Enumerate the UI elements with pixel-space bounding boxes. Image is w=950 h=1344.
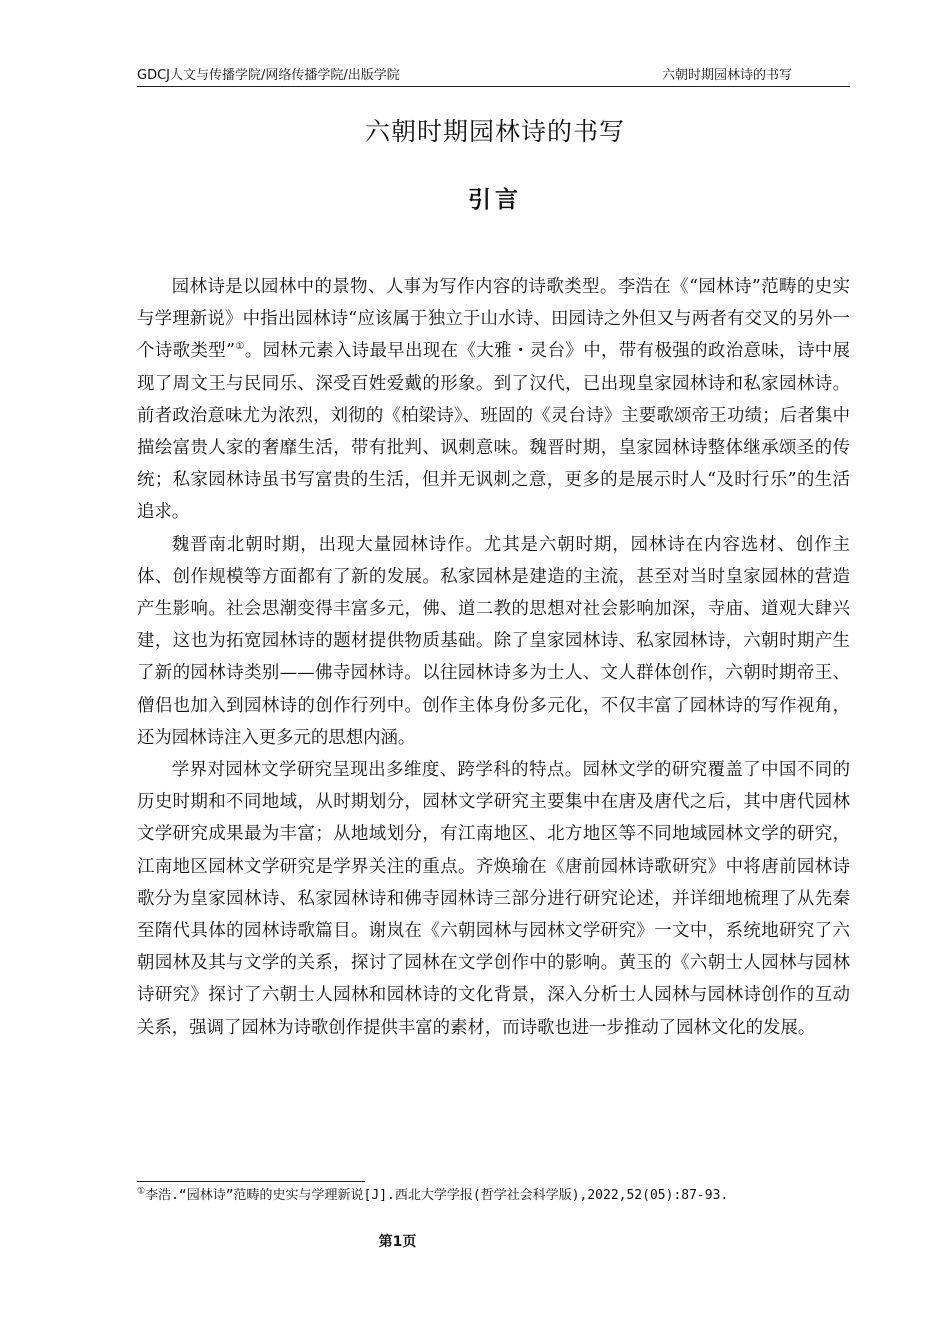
paragraph-1 (137, 271, 850, 529)
footnote-reference-1[interactable]: ① (234, 341, 245, 353)
footnote-1 (137, 1186, 850, 1206)
paragraph-1-text-b: 。园林元素入诗最早出现在《大雅・灵台》中，带有极强的政治意味，诗中展现了周文王与民同乐、深受百姓爱戴的形象。到了汉代，已出现皇家园林诗和私家园林诗。前者政治意味尤为浓烈，刘彻的《柏梁诗》、班固的《灵台诗》主要歌颂帝王功绩；后者集中描绘富贵人家的奢靡生活，带有批判、讽刺意味。魏晋时期，皇家园林诗整体继承颂圣的传统；私家园林诗虽书写富贵的生活，但并无讽刺之意，更多的是展示时人“及时行乐”的生活追求。 (137, 341, 850, 523)
page-number: 第1页 (378, 1234, 417, 1250)
paragraph-2: 魏晋南北朝时期，出现大量园林诗作。尤其是六朝时期，园林诗在内容选材、创作主体、创作规模等方面都有了新的发展。私家园林是建造的主流，甚至对当时皇家园林的营造产生影响。社会思潮变得丰富多元，佛、道二教的思想对社会影响加深，寺庙、道观大肆兴建，这也为拓宽园林诗的题材提供物质基础。除了皇家园林诗、私家园林诗，六朝时期产生了新的园林诗类别——佛寺园林诗。以往园林诗多为士人、文人群体创作，六朝时期帝王、僧侣也加入到园林诗的创作行列中。创作主体身份多元化，不仅丰富了园林诗的写作视角，还为园林诗注入更多元的思想内涵。 (137, 534, 850, 748)
paragraph-3: 学界对园林文学研究呈现出多维度、跨学科的特点。园林文学的研究覆盖了中国不同的历史时期和不同地域，从时期划分，园林文学研究主要集中在唐及唐代之后，其中唐代园林文学研究成果最为丰富；从地域划分，有江南地区、北方地区等不同地域园林文学的研究，江南地区园林文学研究是学界关注的重点。齐焕瑜在《唐前园林诗歌研究》中将唐前园林诗歌分为皇家园林诗、私家园林诗和佛寺园林诗三部分进行研究论述，并详细地梳理了从先秦至隋代具体的园林诗歌篇目。谢岚在《六朝园林与园林文学研究》一文中，系统地研究了六朝园林及其与文学的关系，探讨了园林在文学创作中的影响。黄玉的《六朝士人园林与园林诗研究》探讨了六朝士人园林和园林诗的文化背景，深入分析士人园林与园林诗创作的互动关系，强调了园林为诗歌创作提供丰富的素材，而诗歌也进一步推动了园林文化的发展。 (137, 760, 850, 1038)
paragraph-1-text-a: 园林诗是以园林中的景物、人事为写作内容的诗歌类型。李浩在《“园林诗”范畴的史实与学理新说》中指出园林诗“应该属于独立于山水诗、田园诗之外但又与两者有交叉的另外一个诗歌类型” (137, 277, 850, 362)
running-header (137, 66, 850, 87)
header-institution: GDCJ人文与传播学院/网络传播学院/出版学院 (137, 68, 400, 83)
footnote-mark: ① (137, 1186, 146, 1197)
section-heading-introduction: 引言 (468, 187, 522, 213)
body-text (137, 271, 850, 1044)
footnote-text: 李浩.“园林诗”范畴的史实与学理新说[J].西北大学学报(哲学社会科学版),2022,52(05):87-93. (145, 1188, 729, 1203)
footnote-separator (137, 1181, 365, 1182)
document-title: 六朝时期园林诗的书写 (364, 117, 625, 146)
header-short-title: 六朝时期园林诗的书写 (661, 68, 792, 83)
